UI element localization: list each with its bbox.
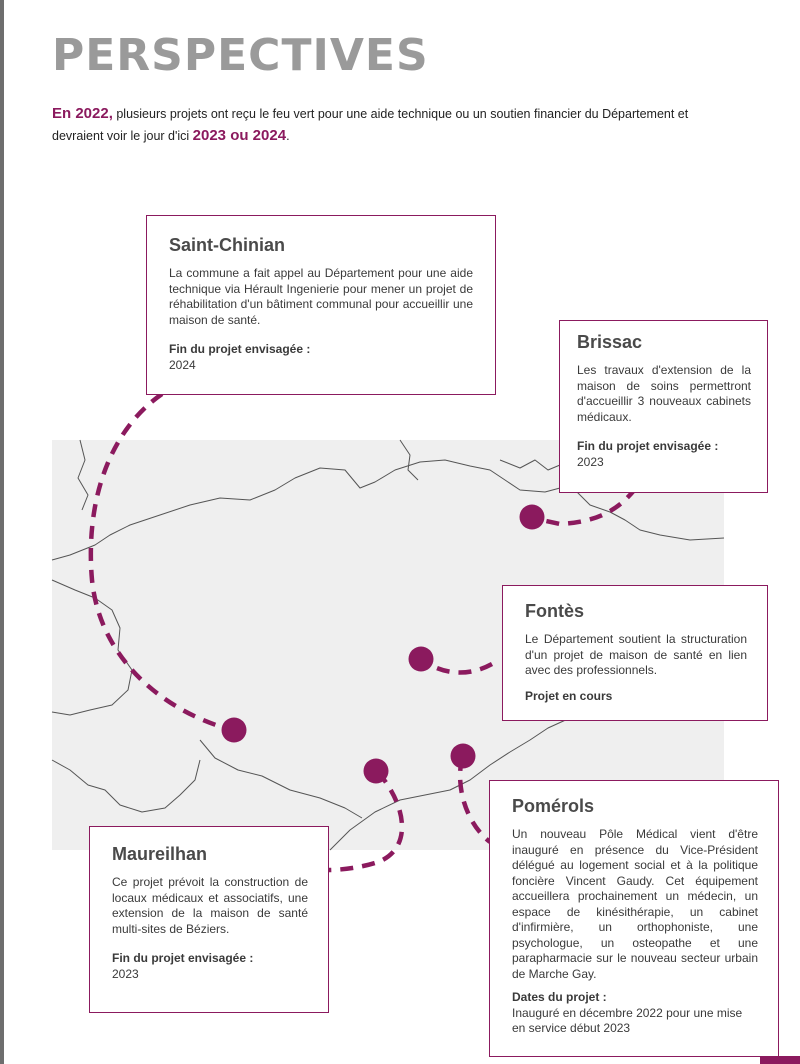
project-title: Pomérols bbox=[512, 796, 595, 816]
map-boundary-east bbox=[500, 460, 560, 470]
project-card-brissac bbox=[559, 320, 768, 493]
project-card-fontes bbox=[502, 585, 768, 721]
project-title: Maureilhan bbox=[112, 844, 208, 864]
project-value: 2024 bbox=[169, 357, 196, 372]
map-boundary-north-2 bbox=[400, 440, 418, 480]
project-description: La commune a fait appel au Département pour une aide technique via Hérault Ingenierie pour mener un projet de réhabilitation d'un bâtiment communal pour accueillir une maison de santé. bbox=[169, 266, 473, 327]
connector-maureilhan bbox=[328, 772, 402, 870]
page-corner-accent bbox=[760, 1056, 800, 1064]
map-boundary-north-1 bbox=[78, 440, 88, 510]
project-label: Dates du projet : bbox=[512, 990, 607, 1004]
connector-brissac bbox=[532, 488, 636, 524]
project-description: Un nouveau Pôle Médical vient d'être inauguré en présence du Vice-Président délégué au logement social et à la politique foncière Vincent Gaudy. Cet équipement accueillera prochainement un médecin, un espace de kinésithérapie, un cabinet d'infirmière, un orthophoniste, une psychologue, un osteopathe et une parapharmacie sur le nouveau secteur urbain de Marche Gay. bbox=[512, 827, 758, 981]
project-card-maureilhan bbox=[89, 826, 329, 1013]
project-value: Inauguré en décembre 2022 pour une mise en service début 2023 bbox=[512, 1005, 743, 1035]
map-boundary-south bbox=[200, 740, 362, 818]
intro-highlight: 2023 ou 2024 bbox=[192, 127, 287, 144]
project-title: Saint-Chinian bbox=[169, 235, 285, 255]
project-description: Les travaux d'extension de la maison de soins permettront d'accueillir 3 nouveaux cabinets médicaux. bbox=[577, 363, 751, 424]
marker-saint-chinian bbox=[222, 718, 247, 743]
project-card-pomerols bbox=[489, 780, 779, 1057]
intro-end: . bbox=[286, 129, 290, 143]
project-label: Fin du projet envisagée : bbox=[112, 951, 254, 965]
project-label: Fin du projet envisagée : bbox=[577, 439, 719, 453]
project-description: Ce projet prévoit la construction de locaux médicaux et associatifs, une extension de la maison de santé multi-sites de Béziers. bbox=[112, 875, 308, 936]
marker-maureilhan bbox=[364, 759, 389, 784]
map-boundary-sw bbox=[52, 760, 200, 812]
project-title: Brissac bbox=[577, 332, 643, 352]
marker-brissac bbox=[520, 505, 545, 530]
marker-pomerols bbox=[451, 744, 476, 769]
markers bbox=[222, 505, 545, 784]
project-label: Projet en cours bbox=[525, 688, 613, 703]
page-title: PERSPECTIVES bbox=[52, 30, 429, 81]
project-title: Fontès bbox=[525, 601, 585, 621]
project-value: 2023 bbox=[112, 966, 139, 981]
marker-fontes bbox=[409, 647, 434, 672]
project-value: 2023 bbox=[577, 454, 604, 469]
connector-saint-chinian bbox=[91, 394, 232, 730]
project-card-saint-chinian bbox=[146, 215, 496, 395]
project-label: Fin du projet envisagée : bbox=[169, 342, 311, 356]
intro-text: plusieurs projets ont reçu le feu vert pour une aide technique ou un soutien financier du Département et devraient voir le jour d'ici bbox=[52, 107, 689, 143]
map-boundary-west bbox=[52, 580, 132, 715]
project-description: Le Département soutient la structuration d'un projet de maison de santé en lien avec des professionnels. bbox=[525, 632, 747, 677]
intro-lead: En 2022, bbox=[52, 105, 113, 122]
connector-pomerols bbox=[460, 758, 490, 842]
